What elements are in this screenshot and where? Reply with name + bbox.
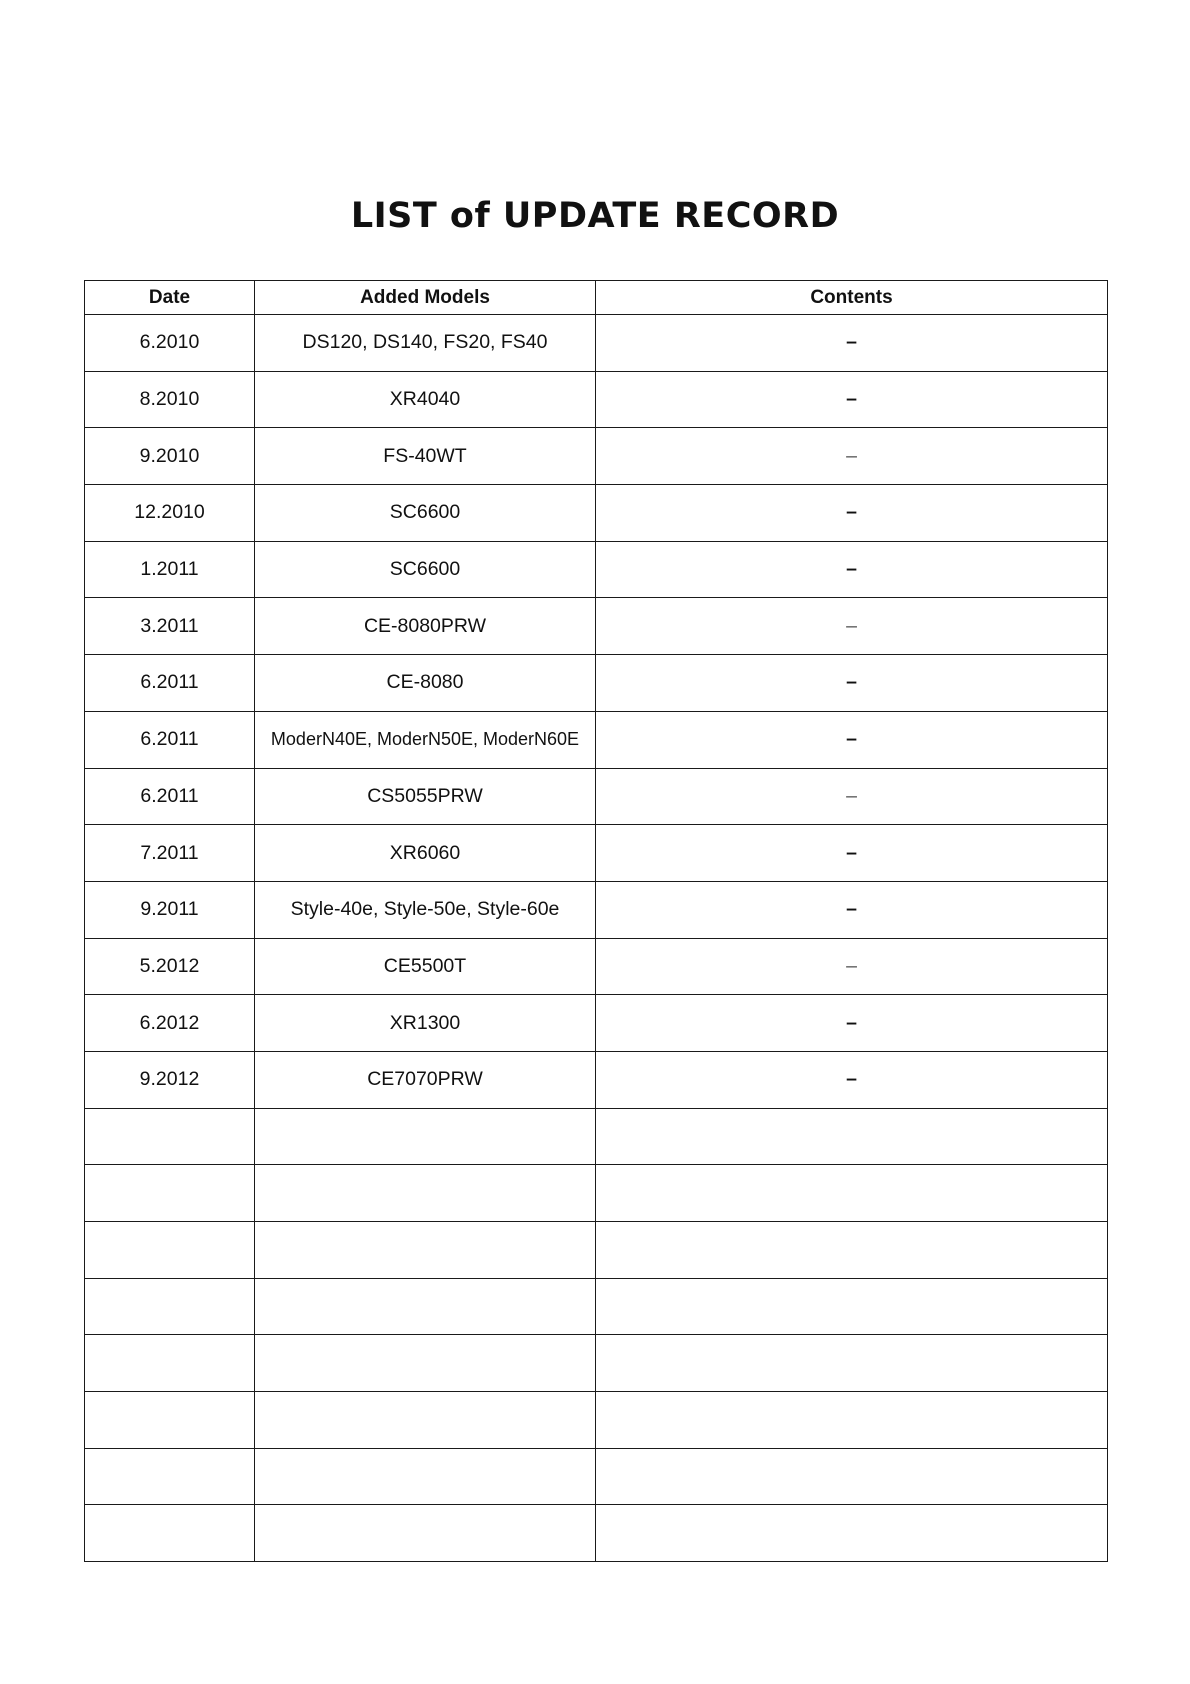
date-cell: 6.2011 [85, 768, 255, 825]
date-cell: 6.2010 [85, 315, 255, 372]
date-cell: 6.2011 [85, 655, 255, 712]
empty-cell [255, 1392, 596, 1449]
contents-cell: – [596, 371, 1108, 428]
contents-cell: – [596, 995, 1108, 1052]
contents-cell: – [596, 711, 1108, 768]
date-cell: 9.2012 [85, 1051, 255, 1108]
models-cell: CE7070PRW [255, 1051, 596, 1108]
models-cell: SC6600 [255, 485, 596, 542]
table-row [85, 541, 1108, 598]
table-row [85, 655, 1108, 712]
contents-cell: – [596, 825, 1108, 882]
contents-cell: – [596, 1051, 1108, 1108]
empty-cell [85, 1505, 255, 1562]
table-row [85, 995, 1108, 1052]
empty-cell [85, 1278, 255, 1335]
table-row [85, 1051, 1108, 1108]
date-cell: 8.2010 [85, 371, 255, 428]
date-cell: 6.2012 [85, 995, 255, 1052]
empty-table-row [85, 1505, 1108, 1562]
empty-cell [255, 1165, 596, 1222]
models-cell: XR6060 [255, 825, 596, 882]
date-cell: 5.2012 [85, 938, 255, 995]
table-row [85, 371, 1108, 428]
empty-cell [255, 1335, 596, 1392]
contents-cell: – [596, 598, 1108, 655]
date-cell: 7.2011 [85, 825, 255, 882]
empty-cell [85, 1335, 255, 1392]
contents-cell: – [596, 655, 1108, 712]
empty-cell [85, 1222, 255, 1279]
contents-cell: – [596, 881, 1108, 938]
empty-cell [596, 1165, 1108, 1222]
models-cell: FS-40WT [255, 428, 596, 485]
table-row [85, 711, 1108, 768]
contents-cell: – [596, 485, 1108, 542]
table-row [85, 881, 1108, 938]
contents-cell: – [596, 541, 1108, 598]
empty-cell [596, 1505, 1108, 1562]
empty-table-row [85, 1278, 1108, 1335]
empty-cell [85, 1448, 255, 1505]
empty-table-row [85, 1222, 1108, 1279]
empty-table-row [85, 1335, 1108, 1392]
date-cell: 9.2010 [85, 428, 255, 485]
date-cell: 12.2010 [85, 485, 255, 542]
page-title: LIST of UPDATE RECORD [350, 196, 840, 237]
header-date: Date [85, 281, 255, 315]
models-cell: CE-8080PRW [255, 598, 596, 655]
table-row [85, 768, 1108, 825]
header-added-models: Added Models [255, 281, 596, 315]
models-cell: XR4040 [255, 371, 596, 428]
table-row [85, 825, 1108, 882]
contents-cell: – [596, 938, 1108, 995]
empty-cell [596, 1222, 1108, 1279]
empty-cell [255, 1222, 596, 1279]
table-row [85, 315, 1108, 372]
contents-cell: – [596, 768, 1108, 825]
empty-cell [85, 1165, 255, 1222]
empty-cell [596, 1392, 1108, 1449]
date-cell: 3.2011 [85, 598, 255, 655]
empty-table-row [85, 1448, 1108, 1505]
models-cell: Style-40e, Style-50e, Style-60e [255, 881, 596, 938]
empty-cell [85, 1108, 255, 1165]
table-row [85, 938, 1108, 995]
date-cell: 1.2011 [85, 541, 255, 598]
contents-cell: – [596, 428, 1108, 485]
update-record-table [84, 280, 1108, 1562]
models-cell: DS120, DS140, FS20, FS40 [255, 315, 596, 372]
empty-table-row [85, 1165, 1108, 1222]
table-header-row [85, 281, 1108, 315]
empty-cell [255, 1448, 596, 1505]
empty-table-row [85, 1108, 1108, 1165]
models-cell: CE5500T [255, 938, 596, 995]
empty-table-row [85, 1392, 1108, 1449]
models-cell: XR1300 [255, 995, 596, 1052]
models-cell: CE-8080 [255, 655, 596, 712]
empty-cell [596, 1335, 1108, 1392]
models-cell: SC6600 [255, 541, 596, 598]
contents-cell: – [596, 315, 1108, 372]
empty-cell [255, 1505, 596, 1562]
date-cell: 6.2011 [85, 711, 255, 768]
empty-cell [596, 1278, 1108, 1335]
header-contents: Contents [596, 281, 1108, 315]
empty-cell [255, 1278, 596, 1335]
table-row [85, 428, 1108, 485]
models-cell: ModerN40E, ModerN50E, ModerN60E [255, 711, 596, 768]
models-cell: CS5055PRW [255, 768, 596, 825]
table-row [85, 598, 1108, 655]
empty-cell [85, 1392, 255, 1449]
date-cell: 9.2011 [85, 881, 255, 938]
empty-cell [255, 1108, 596, 1165]
empty-cell [596, 1448, 1108, 1505]
table-row [85, 485, 1108, 542]
empty-cell [596, 1108, 1108, 1165]
